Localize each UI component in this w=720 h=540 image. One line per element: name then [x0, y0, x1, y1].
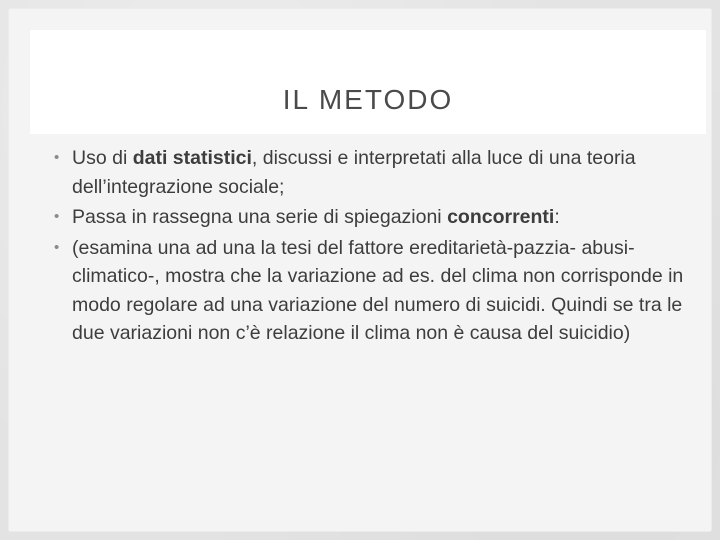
slide-content [50, 144, 690, 350]
bullet-1-text-b: dati statistici [132, 147, 252, 169]
bullet-2-text-a: Passa in rassegna una serie di spiegazioni [72, 206, 448, 228]
bullet-list [50, 144, 690, 348]
bullet-glyph: • [54, 208, 60, 225]
bullet-item-3 [50, 234, 690, 348]
bullet-3-text: (esamina una ad una la tesi del fattore ereditarietà-pazzia- abusi-climatico-, mostra che la variazione ad es. del clima non corrisponde in modo regolare ad una variazione del numero di suicidi. Quindi se tra le due variazioni non c’è relazione il clima non è causa del suicidio) [72, 236, 684, 344]
bullet-2-text-b: concorrenti [447, 206, 555, 228]
bullet-glyph: • [54, 238, 60, 256]
bullet-glyph: • [54, 149, 60, 166]
title-box [30, 30, 706, 134]
bullet-2-text-c: : [554, 206, 560, 228]
bullet-item-1 [50, 144, 690, 201]
bullet-1-text-c: , discussi e interpretati alla luce di una teoria dell’integrazione sociale; [72, 147, 636, 198]
bullet-1-text-a: Uso di [72, 147, 133, 169]
slide-title: IL METODO [282, 84, 454, 115]
bullet-item-2 [50, 203, 690, 232]
